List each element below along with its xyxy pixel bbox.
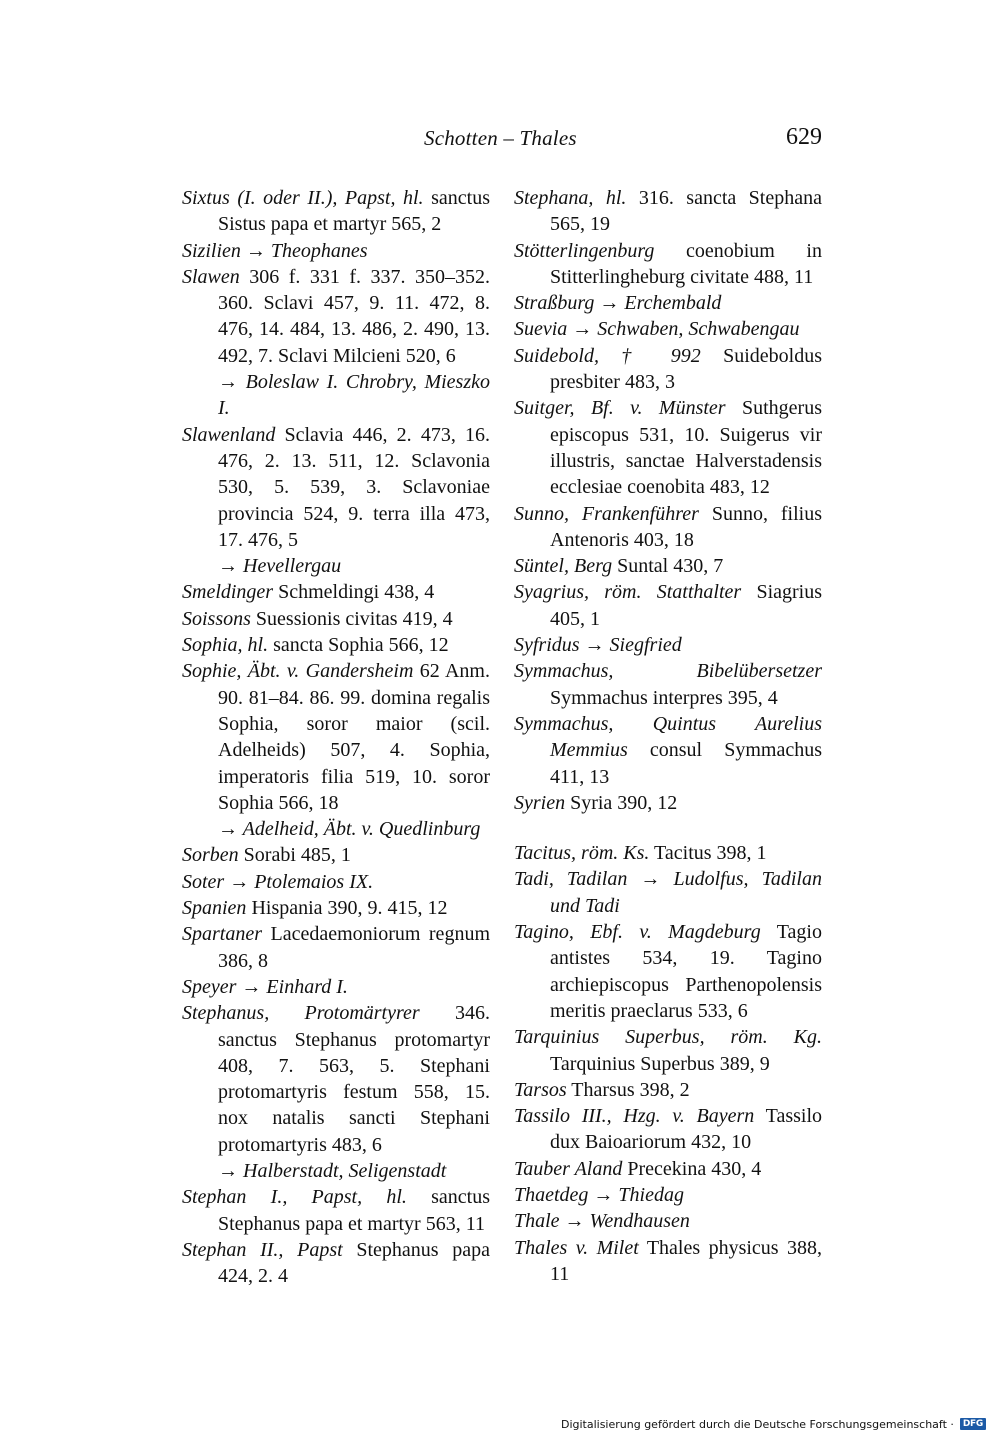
index-entry (182, 658, 490, 816)
index-entry-references: Symmachus interpres 395, 4 (550, 686, 778, 709)
index-entry-heading: Sixtus (I. oder II.), Papst, hl. (182, 187, 424, 209)
index-cross-reference: → Boleslaw I. Chrobry, Mieszko I. (218, 371, 490, 420)
index-entry-heading: Thales v. Milet (514, 1236, 639, 1259)
index-entry-references: Sunno, filius Antenoris 403, 18 (550, 502, 822, 551)
index-entry (514, 790, 822, 816)
index-entry-heading: Spanien (182, 897, 247, 920)
index-entry (514, 553, 822, 579)
index-entry-heading: Sunno, Frankenführer (514, 502, 699, 525)
index-entry (514, 316, 822, 342)
index-entry-heading: Suitger, Bf. v. Münster (514, 397, 726, 420)
index-entry (514, 1103, 822, 1156)
index-entry-heading: Suidebold, † 992 (514, 344, 701, 367)
index-entry (182, 921, 490, 974)
index-entry (514, 711, 822, 790)
index-entry-heading: Sizilien → Theophanes (182, 239, 368, 262)
index-entry-heading: Symmachus, Bibelübersetzer (514, 660, 822, 683)
index-entry-references: sanctus Sistus papa et martyr 565, 2 (218, 187, 490, 236)
index-entry (514, 632, 822, 658)
index-entry (182, 974, 490, 1000)
index-entry-heading: Straßburg → Erchembald (514, 292, 722, 315)
index-entry-heading: Tauber Aland (514, 1157, 623, 1180)
index-entry (514, 1077, 822, 1103)
index-entry-references: Syria 390, 12 (565, 791, 678, 814)
index-entry-references: consul Symmachus 411, 13 (550, 739, 822, 788)
index-entry-heading: Syfridus → Siegfried (514, 634, 682, 657)
index-entry-heading: Tadi, Tadilan → Ludolfus, Tadilan und Tadi (514, 868, 822, 917)
index-entry (514, 501, 822, 554)
index-entry-references: Schmeldingi 438, 4 (273, 581, 435, 604)
index-entry (182, 842, 490, 868)
running-title: Schotten – Thales (424, 126, 577, 150)
index-entry-heading: Smeldinger (182, 581, 274, 604)
index-entry (514, 579, 822, 632)
index-entry-references: Sorabi 485, 1 (238, 844, 351, 867)
index-entry (514, 343, 822, 396)
index-entry-references: Precekina 430, 4 (622, 1157, 762, 1180)
index-entry-heading: Syrien (514, 791, 566, 814)
index-entry (514, 658, 822, 711)
index-entry (514, 290, 822, 316)
index-cross-reference: → Adelheid, Äbt. v. Quedlinburg (218, 818, 481, 841)
index-entry (182, 1237, 490, 1290)
index-entry-heading: Spartaner (182, 923, 262, 946)
dfg-logo: DFG (960, 1418, 986, 1430)
index-entry-heading: Sophie, Äbt. v. Gandersheim (182, 660, 414, 683)
page-number: 629 (786, 124, 822, 150)
index-entry-heading: Stephana, hl. (514, 187, 627, 209)
index-entry (514, 840, 822, 866)
index-entry-heading: Soter → Ptolemaios IX. (182, 870, 374, 893)
index-entry-heading: Slawen (182, 265, 240, 288)
index-entry-heading: Stephanus, Protomärtyrer (182, 1002, 420, 1025)
index-entry-references: Lacedaemoniorum regnum 386, 8 (218, 923, 490, 972)
index-entry (514, 1024, 822, 1077)
index-entry-references: Tharsus 398, 2 (566, 1078, 690, 1101)
index-entry-heading: Stephan II., Papst (182, 1238, 343, 1261)
index-entry (514, 1235, 822, 1288)
index-entry-references: sanctus Stephanus papa et martyr 563, 11 (218, 1186, 490, 1235)
index-entry-heading: Speyer → Einhard I. (182, 975, 348, 998)
index-entry-heading: Slawenland (182, 423, 276, 446)
index-column-left (182, 185, 490, 1289)
index-entry-references: Stephanus papa 424, 2. 4 (218, 1238, 490, 1288)
index-entry-heading: Stötterlingenburg (514, 239, 655, 262)
index-entry-references: Sclavia 446, 2. 473, 16. 476, 2. 13. 511, 12. Sclavonia 530, 5. 539, 3. Sclavoniae provincia 524, 9. terra illa 473, 17. 476, 5 (218, 423, 490, 551)
index-entry-references: Suthgerus episcopus 531, 10. Suigerus vir illustris, sanctae Halverstadensis ecclesiae coenobita 483, 12 (550, 397, 822, 499)
index-entry-references: Suntal 430, 7 (612, 555, 724, 578)
index-column-right (514, 185, 822, 1287)
index-entry-references: Thales physicus 388, 11 (550, 1236, 822, 1285)
index-entry-heading: Syagrius, röm. Statthalter (514, 581, 742, 604)
index-cross-reference: → Halberstadt, Seligenstadt (218, 1159, 447, 1182)
index-entry-references: 62 Anm. 90. 81–84. 86. 99. domina regalis Sophia, soror maior (scil. Adelheids) 507, 4. Sophia, imperatoris filia 519, 10. soror Sophia 566, 18 (218, 660, 490, 814)
digitization-footer (561, 1415, 986, 1433)
index-entry-heading: Tarquinius Superbus, röm. Kg. (514, 1026, 822, 1049)
index-entry-references: Tacitus 398, 1 (649, 842, 767, 865)
index-entry-references: Tassilo dux Baioariorum 432, 10 (550, 1105, 822, 1154)
index-cross-reference: → Hevellergau (218, 555, 342, 578)
index-entry-heading: Sorben (182, 844, 239, 867)
index-entry (514, 866, 822, 919)
index-entry (182, 185, 490, 238)
footer-credit: Digitalisierung gefördert durch die Deutsche Forschungsgemeinschaft · (560, 1417, 954, 1431)
index-entry-heading: Sophia, hl. (182, 634, 269, 657)
index-entry-references: 306 f. 331 f. 337. 350–352. 360. Sclavi 457, 9. 11. 472, 8. 476, 14. 484, 13. 486, 2. 490, 13. 492, 7. Sclavi Milcieni 520, 6 (218, 265, 490, 367)
running-head (0, 126, 1000, 160)
index-entry (182, 632, 490, 658)
index-entry (182, 422, 490, 553)
index-entry-references: Hispania 390, 9. 415, 12 (246, 897, 448, 920)
index-entry-heading: Symmachus, Quintus Aurelius Memmius (514, 712, 822, 762)
index-entry (514, 1156, 822, 1182)
index-entry (182, 264, 490, 369)
index-entry (182, 606, 490, 632)
index-entry-references: Suessionis civitas 419, 4 (250, 607, 453, 630)
index-entry-references: Tarquinius Superbus 389, 9 (550, 1052, 770, 1075)
index-entry (182, 579, 490, 605)
index-entry-references: 346. sanctus Stephanus protomartyr 408, 7. 563, 5. Stephani protomartyris festum 558, 15. nox natalis sancti Stephani protomartyris 483, 6 (218, 1002, 490, 1156)
index-entry-heading: Tassilo III., Hzg. v. Bayern (514, 1105, 755, 1128)
index-entry-heading: Süntel, Berg (514, 555, 613, 578)
index-entry-heading: Stephan I., Papst, hl. (182, 1186, 407, 1209)
index-entry-heading: Thaetdeg → Thiedag (514, 1183, 684, 1206)
index-entry (514, 185, 822, 238)
index-entry (182, 1184, 490, 1237)
index-entry-references: coenobium in Stitterlingheburg civitate 488, 11 (550, 239, 822, 288)
index-entry-heading: Suevia → Schwaben, Schwabengau (514, 318, 800, 341)
index-entry (182, 895, 490, 921)
index-entry-heading: Tarsos (514, 1078, 567, 1101)
index-entry (514, 919, 822, 1024)
index-entry (514, 1208, 822, 1234)
index-entry (514, 1182, 822, 1208)
index-entry-references: Siagrius 405, 1 (550, 581, 822, 630)
index-entry-references: 316. sancta Stephana 565, 19 (550, 187, 822, 236)
index-entry (182, 869, 490, 895)
index-entry-references: Suideboldus presbiter 483, 3 (550, 344, 822, 394)
index-entry-heading: Tagino, Ebf. v. Magdeburg (514, 921, 761, 944)
index-entry-heading: Soissons (182, 607, 251, 630)
index-entry-references: sancta Sophia 566, 12 (268, 634, 449, 657)
index-entry-heading: Tacitus, röm. Ks. (514, 842, 650, 865)
index-entry (182, 1000, 490, 1158)
index-entry (514, 238, 822, 291)
index-entry-heading: Thale → Wendhausen (514, 1210, 690, 1233)
index-entry (182, 238, 490, 264)
index-entry-references: Tagio antistes 534, 19. Tagino archiepiscopus Parthenopolensis meritis praeclarus 533, 6 (550, 921, 822, 1022)
index-entry (514, 395, 822, 500)
